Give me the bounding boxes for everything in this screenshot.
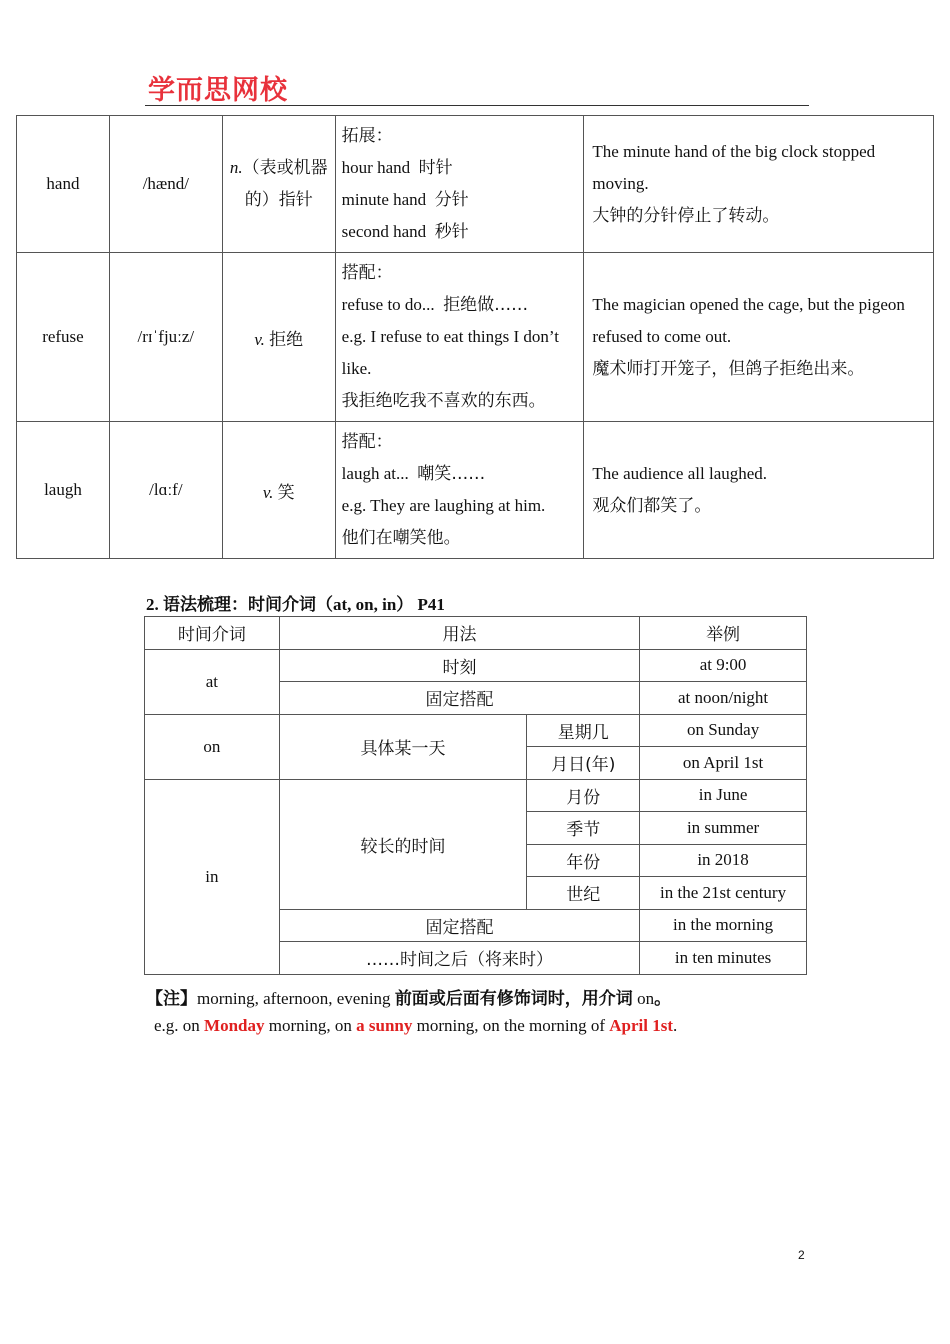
usage-sub: 月日(年): [527, 747, 640, 780]
meaning-text: 拒绝: [269, 329, 304, 350]
usage-sub: 世纪: [527, 877, 640, 910]
header-prep: 时间介词: [145, 617, 280, 650]
note-example: e.g. on Monday morning, on a sunny morning, on the morning of April 1st.: [154, 1016, 678, 1035]
table-row: [17, 422, 934, 559]
table-row: [17, 116, 934, 253]
part-of-speech: v.: [262, 482, 274, 502]
meaning-text: （表或机器的）指针: [242, 158, 328, 210]
example-cell: [584, 116, 934, 253]
example-cell: in ten minutes: [640, 942, 807, 975]
usage-cell: 时刻: [279, 649, 639, 682]
word-cell: refuse: [17, 253, 110, 422]
list-item: laugh at... 嘲笑……: [341, 464, 486, 484]
example-translation: 我拒绝吃我不喜欢的东西。: [341, 391, 546, 411]
table-row: [145, 779, 807, 812]
table-row: [145, 649, 807, 682]
example-chinese: 大钟的分针停止了转动。: [592, 206, 780, 226]
part-of-speech: n.: [229, 158, 243, 177]
example-cell: in summer: [640, 812, 807, 845]
table-row: [17, 253, 934, 422]
part-of-speech: v.: [254, 329, 265, 349]
example-sentence: e.g. They are laughing at him.: [341, 496, 546, 515]
usage-cell: 固定搭配: [279, 909, 639, 942]
example-cell: in June: [640, 779, 807, 812]
word-cell: hand: [17, 116, 110, 253]
vocabulary-table: [16, 115, 934, 559]
usage-sub: 季节: [527, 812, 640, 845]
example-cell: in the morning: [640, 909, 807, 942]
phonetic-cell: /hænd/: [109, 116, 222, 253]
page-number: 2: [798, 1248, 805, 1262]
usage-group: 较长的时间: [279, 779, 527, 909]
phonetic-cell: /lɑːf/: [109, 422, 222, 559]
section-title: 2. 语法梳理：时间介词（at, on, in） P41: [146, 595, 445, 615]
list-item: refuse to do... 拒绝做……: [341, 295, 529, 315]
grammar-table: [144, 616, 807, 975]
example-cell: [584, 253, 934, 422]
usage-cell: 固定搭配: [279, 682, 639, 715]
example-sentence: e.g. I refuse to eat things I don’t like.: [341, 327, 559, 378]
meaning-cell: [222, 253, 335, 422]
prep-at: at: [145, 649, 280, 714]
example-cell: in the 21st century: [640, 877, 807, 910]
example-chinese: 观众们都笑了。: [592, 496, 712, 516]
prep-on: on: [145, 714, 280, 779]
list-item: hour hand 时针: [341, 158, 453, 178]
word-cell: laugh: [17, 422, 110, 559]
header-divider: [145, 105, 809, 106]
extension-cell: [335, 422, 584, 559]
extension-cell: [335, 253, 584, 422]
list-item: minute hand 分针: [341, 190, 469, 210]
extension-title: 搭配：: [341, 263, 393, 283]
phonetic-cell: /rɪˈfjuːz/: [109, 253, 222, 422]
meaning-cell: [222, 422, 335, 559]
example-cell: on April 1st: [640, 747, 807, 780]
meaning-text: 笑: [277, 482, 295, 503]
example-translation: 他们在嘲笑他。: [341, 528, 461, 548]
usage-cell: ……时间之后（将来时）: [279, 942, 639, 975]
table-row: [145, 714, 807, 747]
usage-sub: 月份: [527, 779, 640, 812]
meaning-cell: [222, 116, 335, 253]
example-cell: [584, 422, 934, 559]
extension-cell: [335, 116, 584, 253]
example-cell: in 2018: [640, 844, 807, 877]
list-item: second hand 秒针: [341, 222, 469, 242]
extension-title: 拓展：: [341, 126, 393, 146]
extension-title: 搭配：: [341, 432, 393, 452]
grammar-note: 【注】morning, afternoon, evening 前面或后面有修饰词时，用介词 on。: [146, 989, 672, 1009]
table-header-row: [145, 617, 807, 650]
example-english: The minute hand of the big clock stopped moving.: [592, 142, 876, 193]
example-english: The audience all laughed.: [592, 464, 768, 483]
usage-group: 具体某一天: [279, 714, 527, 779]
example-chinese: 魔术师打开笼子，但鸽子拒绝出来。: [592, 359, 865, 379]
example-english: The magician opened the cage, but the pigeon refused to come out.: [592, 295, 905, 346]
usage-sub: 年份: [527, 844, 640, 877]
usage-sub: 星期几: [527, 714, 640, 747]
example-cell: at 9:00: [640, 649, 807, 682]
brand-logo: 学而思网校: [148, 75, 288, 106]
example-cell: at noon/night: [640, 682, 807, 715]
header-usage: 用法: [279, 617, 639, 650]
example-cell: on Sunday: [640, 714, 807, 747]
header-example: 举例: [640, 617, 807, 650]
prep-in: in: [145, 779, 280, 974]
